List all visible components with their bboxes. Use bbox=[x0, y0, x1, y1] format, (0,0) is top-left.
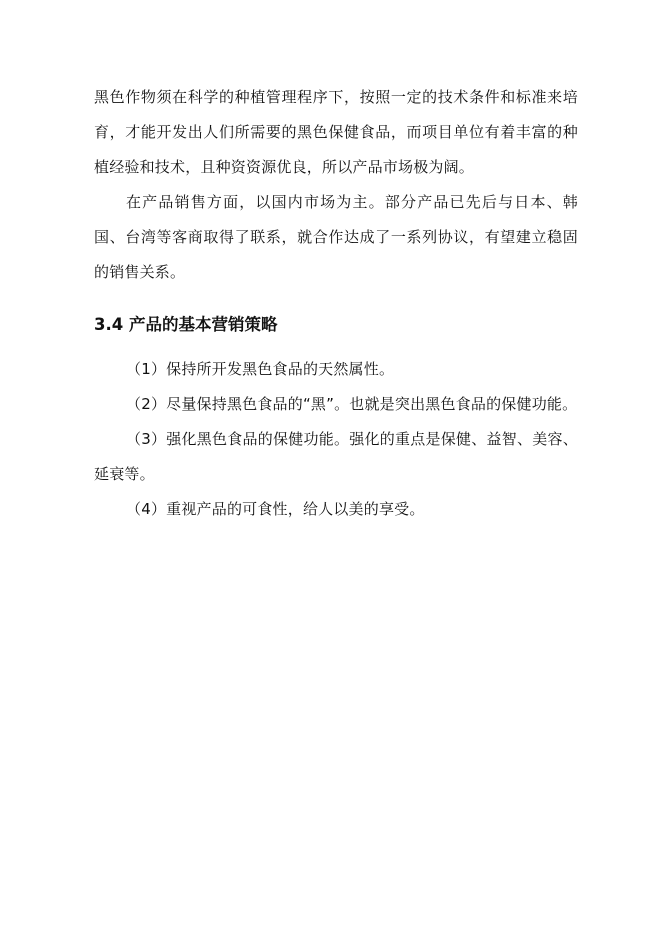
section-heading: 3.4 产品的基本营销策略 bbox=[94, 315, 278, 334]
paragraph-planting: 黑色作物须在科学的种植管理程序下，按照一定的技术条件和标准来培育，才能开发出人们所需要的黑色保健食品，而项目单位有着丰富的种植经验和技术，且种资资源优良，所以产品市场极为阔。 bbox=[94, 88, 578, 176]
strategy-item-2: （2）尽量保持黑色食品的“黑”。也就是突出黑色食品的保健功能。 bbox=[126, 395, 578, 413]
paragraph-sales: 在产品销售方面，以国内市场为主。部分产品已先后与日本、韩国、台湾等客商取得了联系，就合作达成了一系列协议，有望建立稳固的销售关系。 bbox=[94, 193, 578, 281]
strategy-list bbox=[94, 352, 578, 527]
document-body bbox=[94, 80, 578, 527]
strategy-item-3: （3）强化黑色食品的保健功能。强化的重点是保健、益智、美容、延衰等。 bbox=[94, 430, 578, 483]
strategy-item-4: （4）重视产品的可食性，给人以美的享受。 bbox=[126, 500, 425, 518]
strategy-item-1: （1）保持所开发黑色食品的天然属性。 bbox=[126, 360, 395, 378]
